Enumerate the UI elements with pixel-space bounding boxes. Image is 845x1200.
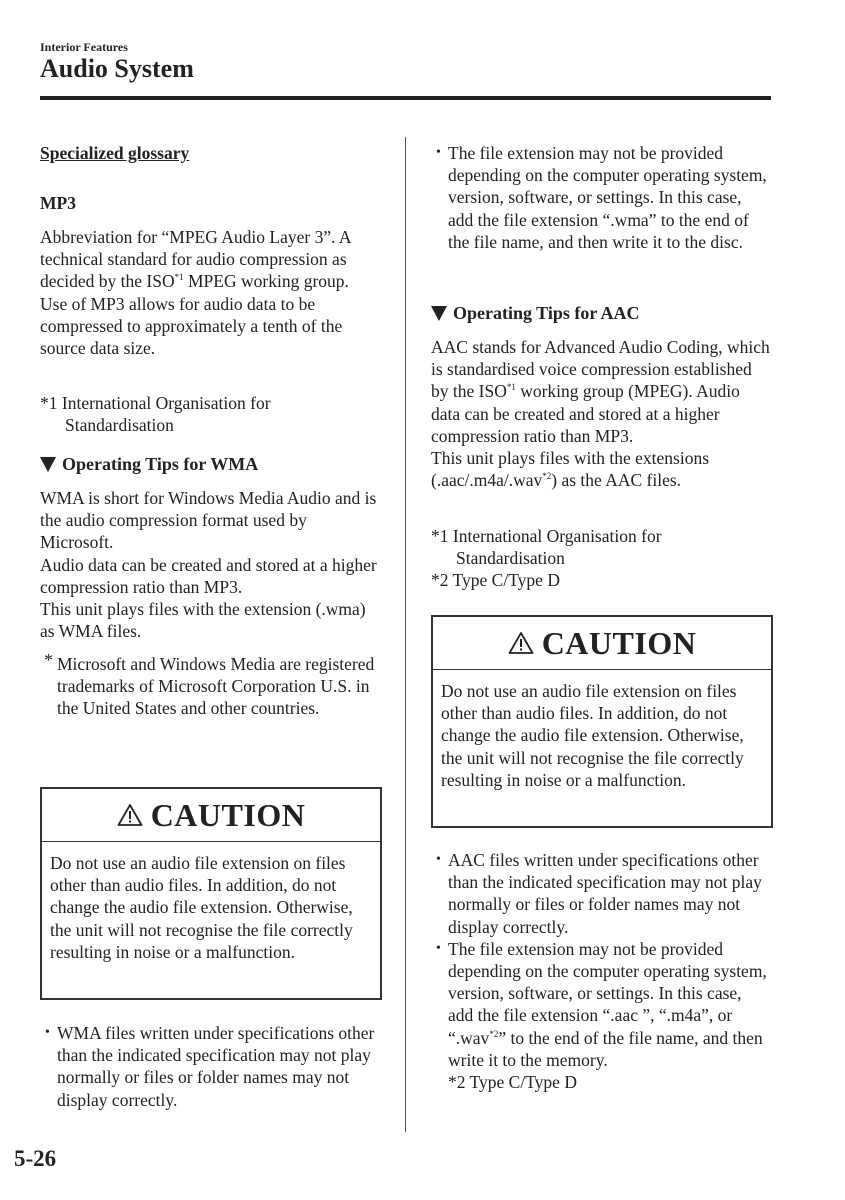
mp3-footnote: *1 International Organisation for Standardisation: [40, 393, 271, 436]
header-section-label: Interior Features: [40, 40, 128, 54]
trademark-note-text: Microsoft and Windows Media are registered trademarks of Microsoft Corporation U.S. in the United States and other countries.: [57, 654, 375, 719]
list-item: • The file extension may not be provided depending on the computer operating system, version, software, or settings. In this case, add the file extension “.wma” to the end of the file name, and then write it to the disc.: [431, 142, 771, 253]
footnote-ref: *1: [174, 272, 184, 283]
caution-title: [42, 789, 380, 842]
triangle-down-icon: [431, 306, 447, 321]
mp3-definition-part: MPEG working group. Use of MP3 allows for audio data to be compressed to approximately a tenth of the source data size.: [40, 271, 349, 359]
list-item: [431, 938, 771, 1093]
wma-section-heading: [40, 453, 258, 475]
mp3-term: MP3: [40, 193, 76, 213]
list-item: • AAC files written under specifications other than the indicated specification may not play normally or files or folder names may not display correctly.: [431, 849, 771, 938]
footnote-ref: *2: [489, 1028, 499, 1039]
aac-body-part: ) as the AAC files.: [551, 470, 682, 491]
caution-box-right: [431, 615, 773, 828]
wma-body: WMA is short for Windows Media Audio and is the audio compression format used by Microsoft. Audio data can be created and stored at a higher compression ratio than MP3. This unit plays files with the extension (.wma) as WMA files.: [40, 488, 377, 642]
aac-section-heading: [431, 302, 640, 324]
column-divider: [405, 137, 406, 1132]
footnote-ref: *1: [506, 382, 516, 393]
header-rule: [40, 96, 771, 100]
warning-icon: [508, 631, 534, 655]
aac-footnote-2: *2 Type C/Type D: [431, 570, 560, 590]
mp3-definition: [40, 226, 375, 359]
page-title: Audio System: [40, 54, 194, 83]
caution-body: Do not use an audio file extension on files other than audio files. In addition, do not change the audio file extension. Otherwise, the unit will not recognise the file correctly resulting in noise or a malfunction.: [50, 853, 353, 962]
aac-body-part: AAC stands for Advanced Audio Coding, which is standardised voice compression established by the ISO: [431, 337, 770, 402]
glossary-heading: Specialized glossary: [40, 143, 190, 163]
caution-title-text: CAUTION: [150, 796, 306, 833]
footnote-ref: *2: [542, 471, 552, 482]
wma-bullet-list: [40, 1022, 375, 1111]
trademark-note: [40, 650, 375, 720]
mp3-definition-part: Abbreviation for “MPEG Audio Layer 3”. A technical standard for audio compression as decided by the ISO: [40, 227, 351, 292]
bullet-text-part: The file extension may not be provided depending on the computer operating system, version, software, or settings. In this case, add the file extension “.aac ”, “.m4a”, or “.wav: [448, 938, 767, 1048]
wma-extension-bullet-list: [431, 142, 771, 253]
aac-heading-text: Operating Tips for AAC: [453, 303, 640, 323]
aac-body-part: working group (MPEG). Audio data can be created and stored at a higher compression ratio than MP3. This unit plays files with the extensions (.aac/.m4a/.wav: [431, 381, 740, 491]
page-number: 5-26: [14, 1146, 57, 1171]
asterisk-marker: *: [44, 650, 53, 670]
bullet-text-part: ” to the end of the file name, and then write it to the memory.: [448, 1027, 763, 1070]
list-item: • WMA files written under specifications other than the indicated specification may not play normally or files or folder names may not display correctly.: [40, 1022, 375, 1111]
aac-bullet-list: [431, 849, 771, 1093]
caution-body: Do not use an audio file extension on files other than audio files. In addition, do not change the audio file extension. Otherwise, the unit will not recognise the file correctly resulting in noise or a malfunction.: [441, 681, 744, 790]
aac-footnote-1: *1 International Organisation for Standardisation: [431, 526, 662, 569]
bullet-footnote: *2 Type C/Type D: [448, 1072, 577, 1093]
warning-icon: [117, 803, 143, 827]
caution-box-left: [40, 787, 382, 1000]
caution-title-text: CAUTION: [541, 624, 697, 661]
caution-title: [433, 617, 771, 670]
wma-heading-text: Operating Tips for WMA: [62, 454, 259, 474]
aac-body: [431, 336, 773, 491]
triangle-down-icon: [40, 457, 56, 472]
